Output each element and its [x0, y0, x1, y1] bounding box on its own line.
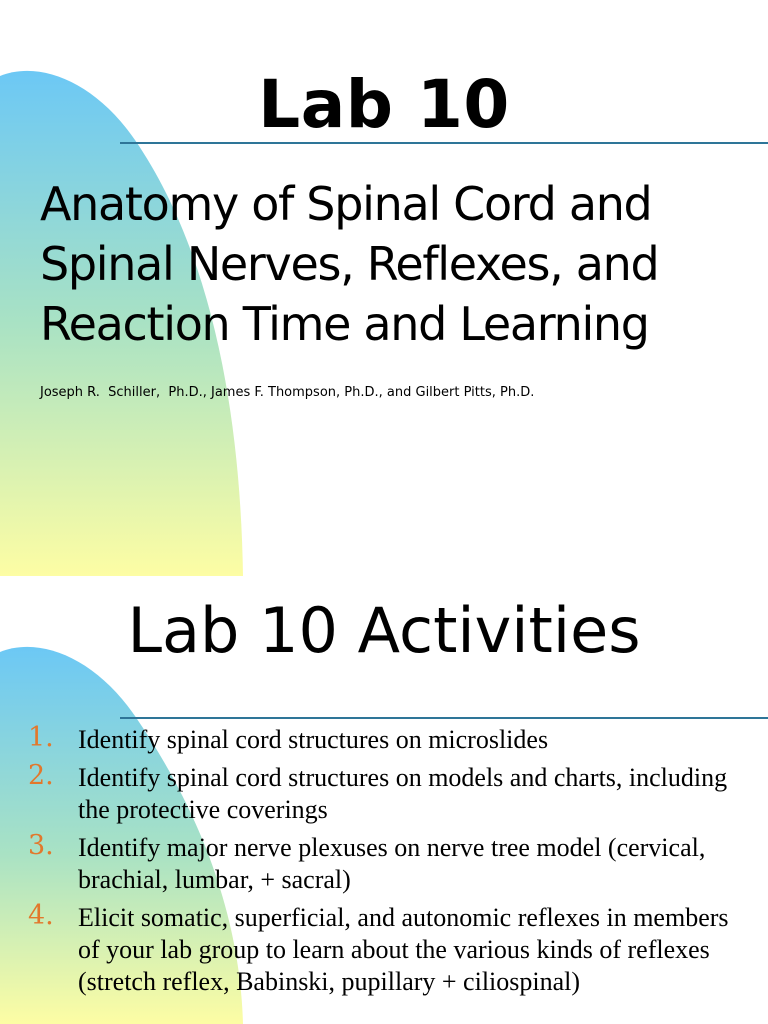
- list-item: [0, 724, 768, 756]
- list-item: [0, 832, 768, 896]
- item-number: 3.: [28, 830, 54, 861]
- item-text: Identify spinal cord structures on microslides: [78, 725, 549, 754]
- activities-list: [0, 724, 768, 1004]
- item-text: Identify major nerve plexuses on nerve tree model (cervical, brachial, lumbar, + sacral): [78, 833, 706, 894]
- slide-title-heading: Lab 10: [258, 66, 510, 143]
- list-item: [0, 902, 768, 998]
- list-item: [0, 762, 768, 826]
- title-divider: [120, 717, 768, 719]
- author-line: Joseph R. Schiller, Ph.D., James F. Thompson, Ph.D., and Gilbert Pitts, Ph.D.: [40, 385, 535, 400]
- item-number: 2.: [28, 760, 54, 791]
- item-number: 1.: [28, 722, 54, 753]
- slide-activities: [0, 576, 768, 1024]
- item-number: 4.: [28, 900, 54, 931]
- slide-subtitle: Anatomy of Spinal Cord and Spinal Nerves, Reflexes, and Reaction Time and Learning: [40, 177, 659, 351]
- item-text: Elicit somatic, superficial, and autonomic reflexes in members of your lab group to learn about the various kinds of reflexes (stretch reflex, Babinski, pupillary + ciliospinal): [78, 903, 729, 996]
- item-text: Identify spinal cord structures on models and charts, including the protective coverings: [78, 763, 728, 824]
- activities-heading: Lab 10 Activities: [127, 594, 641, 667]
